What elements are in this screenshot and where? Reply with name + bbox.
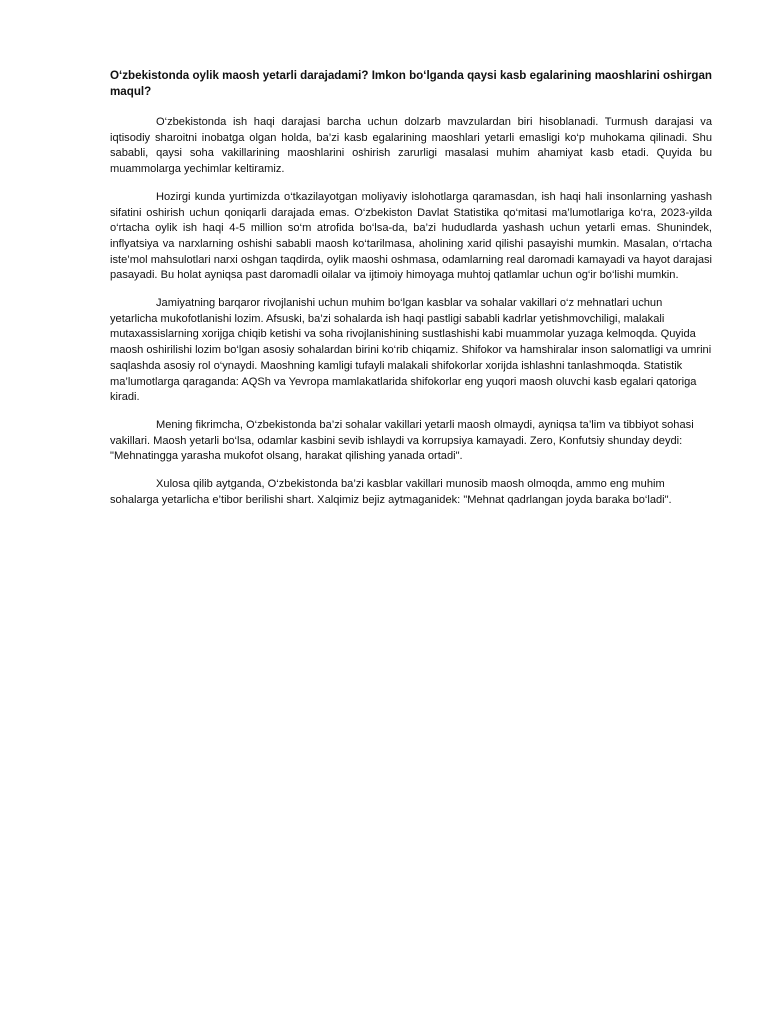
paragraph-wages-situation: Hozirgi kunda yurtimizda o‘tkazilayotgan moliyaviy islohotlarga qaramasdan, ish haqi hali insonlarning yashash sifatini oshirish uchun qoniqarli darajada emas. O‘zbekiston Davlat Statistika qo‘mitasi ma’lumotlariga ko‘ra, 2023-yilda o‘rtacha oylik ish haqi 4-5 million so‘m atrofida bo‘lsa-da, ba’zi hududlarda yashash uchun yetarli emas. Shunindek, inflyatsiya va narxlarning oshishi sababli maosh ko‘tarilmasa, aholining xarid qilishi pasayishi mumkin. Masalan, o‘rtacha iste’mol mahsulotlari narxi oshgan taqdirda, oylik maoshi oshmasa, odamlarning real daromadi kamayadi va hayot darajasi pasayadi. Bu holat ayniqsa past daromadli oilalar va ijtimoiy himoyaga muhtoj qatlamlar uchun og‘ir bo‘lishi mumkin. <box>110 190 712 282</box>
paragraph-intro: O‘zbekistonda ish haqi darajasi barcha uchun dolzarb mavzulardan biri hisoblanadi. Turmush darajasi va iqtisodiy sharoitni inobatga olgan holda, ba’zi kasb egalarining maoshlari yetarli emasligi ko‘p muhokama qilinadi. Shu sababli, qaysi soha vakillarining maoshlarini oshirish zarurligi masalasi muhim ahamiyat kasb etadi. Quyida bu muammolarga yechimlar keltiramiz. <box>110 116 712 176</box>
paragraph-opinion: Mening fikrimcha, O‘zbekistonda ba’zi sohalar vakillari yetarli maosh olmaydi, ayniqsa ta’lim va tibbiyot sohasi vakillari. Maosh yetarli bo‘lsa, odamlar kasbini sevib ishlaydi va korrupsiya kamayadi. Zero, Konfutsiy shunday deydi: "Mehnatingga yarasha mukofot olsang, harakat qilishing yanada ortadi". <box>110 418 694 463</box>
paragraph-conclusion: Xulosa qilib aytganda, O‘zbekistonda ba’zi kasblar vakillari munosib maosh olmoqda, ammo eng muhim sohalarga yetarlicha e’tibor berilishi shart. Xalqimiz bejiz aytmaganidek: "Mehnat qadrlangan joyda baraka bo‘ladi". <box>110 478 672 506</box>
paragraph-professions: Jamiyatning barqaror rivojlanishi uchun muhim bo‘lgan kasblar va sohalar vakillari o‘z mehnatlari uchun yetarlicha mukofotlanishi lozim. Afsuski, ba’zi sohalarda ish haqi pastligi sababli kadrlar yetishmovchiligi, malakali mutaxassislarning xorijga chiqib ketishi va soha rivojlanishining sustlashishi kabi muammolar yuzaga kelmoqda. Quyida maosh oshirilishi lozim bo‘lgan asosiy sohalardan birini ko‘rib chiqamiz. Shifokor va hamshiralar inson salomatligi va umrini saqlashda asosiy rol o‘ynaydi. Maoshning kamligi tufayli malakali shifokorlar xorijda ishlashni tanlashmoqda. Statistik ma’lumotlarga qaraganda: AQSh va Yevropa mamlakatlarida shifokorlar eng yuqori maosh oluvchi kasb egalari qatoriga kiradi. <box>110 297 712 404</box>
document-title: O‘zbekistonda oylik maosh yetarli darajadami? Imkon bo‘lganda qaysi kasb egalarining maoshlarini oshirgan maqul? <box>110 69 712 98</box>
